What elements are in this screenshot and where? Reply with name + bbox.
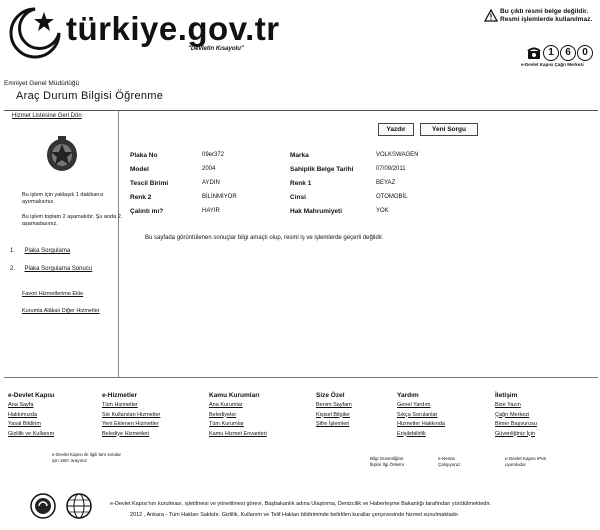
field-label: Hak Mahrumiyeti bbox=[290, 208, 343, 215]
call-center-badge[interactable] bbox=[521, 44, 597, 67]
footer-note: uyumludur bbox=[505, 462, 527, 467]
field-value: BEYAZ bbox=[376, 180, 396, 186]
field-label: Tescil Birimi bbox=[130, 180, 169, 187]
footer-column-title: Kamu Kurumları bbox=[209, 392, 260, 399]
field-label: Çalıntı mı? bbox=[130, 208, 164, 215]
footer-link[interactable]: Şifre İşlemleri bbox=[316, 421, 350, 427]
footer-link[interactable]: Belediyeler bbox=[209, 411, 237, 418]
footer-link[interactable]: Benim Sayfam bbox=[316, 402, 352, 408]
site-tagline: "Devletin Kısayolu" bbox=[188, 46, 244, 52]
footer-note: için 160'ı arayınız bbox=[52, 458, 87, 463]
footer-link[interactable]: Ana Sayfa bbox=[8, 402, 34, 408]
field-label: Model bbox=[130, 166, 149, 173]
footer-link[interactable]: Kamu Hizmet Envanteri bbox=[209, 430, 267, 437]
step-label: Plaka Sorgulama bbox=[24, 248, 71, 254]
footer-link[interactable]: Ana Kurumlar bbox=[209, 402, 243, 408]
phone-icon bbox=[527, 46, 541, 60]
field-label: Plaka No bbox=[130, 152, 158, 159]
footer-link[interactable]: Bimer Başvurusu bbox=[495, 421, 537, 427]
field-label: Sahiplik Belge Tarihi bbox=[290, 166, 354, 173]
footer-note: e-Nesne bbox=[438, 456, 456, 461]
new-query-button[interactable]: Yeni Sorgu bbox=[420, 123, 478, 136]
footer-column-title: İletişim bbox=[495, 392, 518, 399]
footer-link[interactable]: Yasal Bildirim bbox=[8, 421, 41, 427]
field-value: OTOMOBİL bbox=[376, 194, 408, 200]
site-logo[interactable] bbox=[8, 4, 278, 60]
warning-icon bbox=[484, 9, 498, 22]
footer-note: Bilgi Güvenliğine bbox=[370, 456, 404, 461]
footer-ipv6-note[interactable] bbox=[505, 456, 546, 468]
footer-note: e-Devlet Kapısı IPv6 bbox=[505, 456, 547, 461]
footer-link[interactable]: Hakkımızda bbox=[8, 411, 38, 418]
footer-column-title: Size Özel bbox=[316, 392, 345, 399]
footer-link[interactable]: Kişisel Bilgiler bbox=[316, 411, 350, 418]
step-number: 1. bbox=[10, 248, 16, 254]
field-label: Renk 2 bbox=[130, 194, 152, 201]
footer-column bbox=[397, 392, 445, 439]
field-value: VOLKSWAGEN bbox=[376, 152, 419, 158]
step-item[interactable] bbox=[10, 239, 70, 257]
footer-column bbox=[8, 392, 55, 439]
footer-link[interactable]: Sıkça Sorulanlar bbox=[397, 411, 438, 418]
field-value: BİLİNMİYOR bbox=[202, 194, 237, 200]
footer-link[interactable]: Genel Yardım bbox=[397, 402, 431, 408]
field-label: Marka bbox=[290, 152, 309, 159]
hotline-digit: 6 bbox=[560, 45, 576, 61]
field-label: Cinsi bbox=[290, 194, 306, 201]
add-to-favorites-link[interactable]: Favori Hizmetlerime Ekle bbox=[22, 291, 84, 297]
footer-note: e-Devlet Kapısı ile ilgili tüm sorular bbox=[52, 452, 122, 457]
footer-note: Çalışıyoruz bbox=[438, 462, 461, 467]
footer-link[interactable]: Tüm Kurumlar bbox=[209, 421, 244, 427]
footer-column-title: e-Hizmetler bbox=[102, 392, 138, 399]
globe-seal-icon bbox=[66, 493, 92, 519]
footer-legal-1: e-Devlet Kapısı'nın kurulması, işletilmesi ve yönetilmesi görevi, Başbakanlık adına Ulaştırma, Denizcilik ve Haberleşme Bakanlığı tarafından yürütülmektedir. bbox=[110, 501, 491, 507]
field-value: 07/09/2011 bbox=[376, 166, 406, 172]
field-value: 2004 bbox=[202, 166, 216, 172]
footer-link[interactable]: Sık Kullanılan Hizmetler bbox=[102, 411, 161, 418]
field-value: AYDIN bbox=[202, 180, 220, 186]
field-value: YOK bbox=[376, 208, 389, 214]
hotline-digit: 0 bbox=[577, 45, 593, 61]
footer-column bbox=[316, 392, 352, 430]
footer-link[interactable]: Hizmetler Hakkında bbox=[397, 421, 445, 427]
content-divider-top bbox=[4, 110, 598, 111]
site-name: türkiye.gov.tr bbox=[66, 10, 280, 47]
footer-link[interactable]: Gizlilik ve Kullanım bbox=[8, 430, 55, 437]
footer-link[interactable]: Erişilebilirlik bbox=[397, 430, 426, 437]
warning-line-2: Resmi işlemlerde kullanılmaz. bbox=[500, 16, 593, 23]
footer-note: İlişkin İlgi Önlemi bbox=[370, 462, 404, 467]
back-to-service-list-link[interactable]: Hizmet Listesine Geri Dön bbox=[12, 113, 82, 119]
print-button[interactable]: Yazdır bbox=[378, 123, 414, 136]
footer-link[interactable]: Yeni Eklenen Hizmetler bbox=[102, 421, 159, 427]
footer-column bbox=[209, 392, 267, 439]
content-divider-bottom bbox=[4, 377, 598, 378]
print-warning bbox=[484, 8, 596, 28]
field-value: HAYIR bbox=[202, 208, 220, 214]
footer-link[interactable]: Tüm Hizmetler bbox=[102, 402, 138, 408]
footer-column-title: e-Devlet Kapısı bbox=[8, 392, 55, 399]
footer-link[interactable]: Bize Yazın bbox=[495, 402, 521, 408]
footer-legal-2: 2012 , Ankara - Tüm Hakları Saklıdır. Gizlilik, Kullanım ve Telif Hakları bildiriminde belirtilen kurallar çerçevesinde hizmet sunulmaktadır. bbox=[130, 512, 460, 518]
certification-seal-icon bbox=[30, 493, 56, 519]
footer-call-note bbox=[52, 452, 121, 464]
warning-line-1: Bu çıktı resmi belge değildir. bbox=[500, 8, 589, 15]
hotline-digit: 1 bbox=[543, 45, 559, 61]
footer-column bbox=[495, 392, 537, 439]
crescent-star-logo-icon bbox=[8, 6, 62, 60]
agency-name: Emniyet Genel Müdürlüğü bbox=[4, 80, 80, 87]
footer-enesne-note[interactable] bbox=[438, 456, 461, 468]
step-item[interactable] bbox=[10, 257, 92, 275]
footer-link[interactable]: Belediye Hizmetleri bbox=[102, 430, 150, 437]
page-title: Araç Durum Bilgisi Öğrenme bbox=[16, 90, 164, 102]
footer-column-title: Yardım bbox=[397, 392, 419, 399]
stage-info: Bu işlem toplam 2 aşamalıdır. Şu anda 2. aşamadasınız. bbox=[22, 214, 123, 227]
field-label: Renk 1 bbox=[290, 180, 312, 187]
footer-link[interactable]: Çağrı Merkezi bbox=[495, 411, 530, 418]
related-services-link[interactable]: Kurumla Alâkalı Diğer Hizmetler bbox=[22, 308, 100, 314]
hotline-caption: e-Devlet Kapısı Çağrı Merkezi bbox=[521, 62, 584, 67]
footer-column bbox=[102, 392, 160, 439]
step-number: 2. bbox=[10, 266, 16, 272]
field-value: 09er372 bbox=[202, 152, 225, 158]
disclaimer-notice: Bu sayfada görüntülenen sonuçlar bilgi amaçlı olup, resmi iş ve işlemlerde geçerli değildir. bbox=[145, 235, 384, 241]
footer-security-note[interactable] bbox=[370, 456, 404, 468]
time-info: Bu işlem için yaklaşık 1 dakikanız ayırmalısınız. bbox=[22, 192, 104, 205]
step-label: Plaka Sorgulama Sonucu bbox=[24, 266, 93, 272]
police-emblem-icon bbox=[44, 135, 80, 173]
sidebar-divider bbox=[118, 111, 119, 377]
footer-link[interactable]: Güvenliğiniz İçin bbox=[495, 430, 536, 437]
